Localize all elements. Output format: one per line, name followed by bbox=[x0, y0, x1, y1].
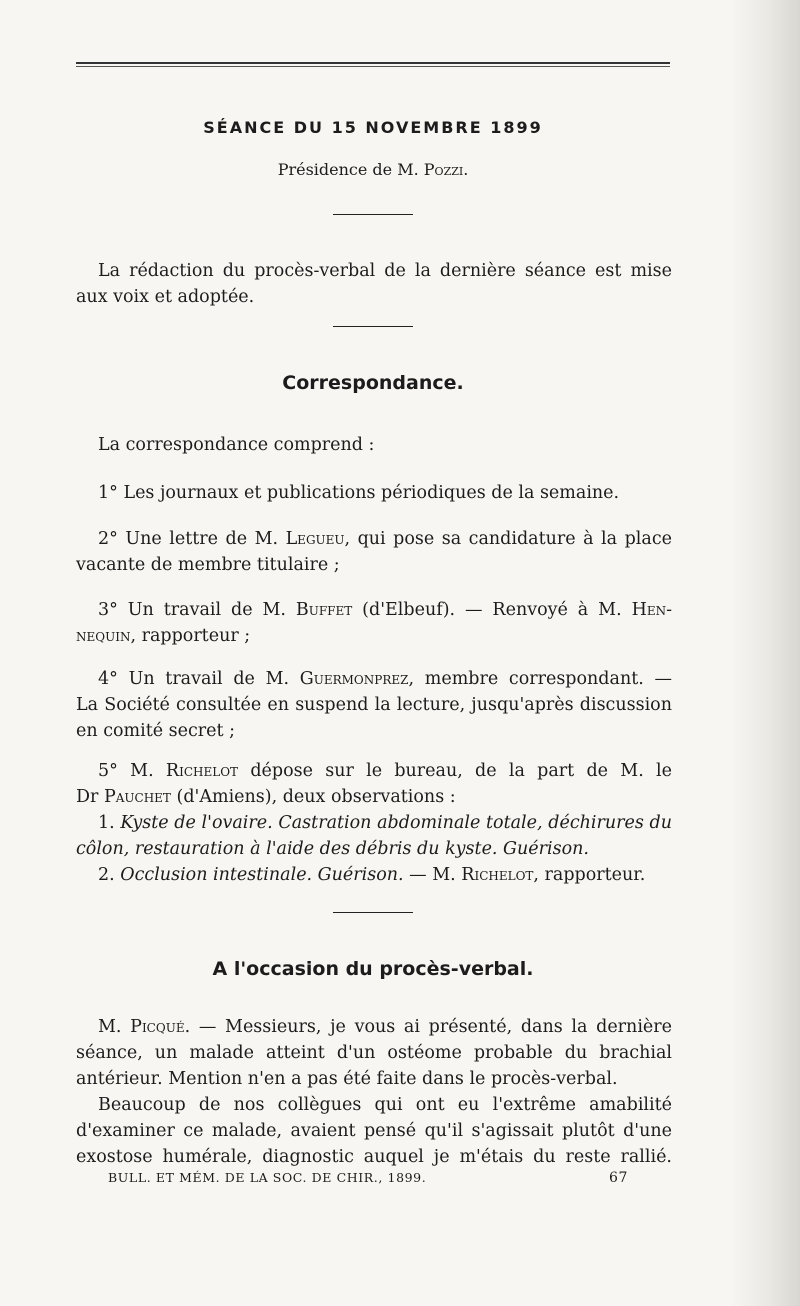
person-name: Pauchet bbox=[103, 787, 171, 807]
correspondance-lead bbox=[76, 432, 672, 458]
item-line bbox=[76, 758, 672, 784]
correspondance-heading: Correspondance. bbox=[282, 372, 464, 394]
person-name: Buffet bbox=[295, 600, 353, 620]
running-title: BULL. ET MÉM. DE LA SOC. DE CHIR., 1899. bbox=[108, 1170, 427, 1185]
item-text: , qui pose sa candidature à la place bbox=[344, 529, 672, 549]
item-line bbox=[76, 597, 672, 623]
item-line bbox=[76, 784, 672, 810]
item-line bbox=[76, 526, 672, 552]
item-line: vacante de membre titulaire ; bbox=[76, 555, 340, 575]
person-name: nequin bbox=[76, 626, 131, 646]
person-name: Richelot bbox=[165, 761, 239, 781]
item-line: en comité secret ; bbox=[76, 721, 236, 741]
correspondance-item-3 bbox=[76, 597, 672, 649]
intro-paragraph bbox=[76, 258, 672, 310]
person-name: Guermonprez bbox=[299, 669, 409, 689]
para-line: séance, un malade atteint d'un ostéome probable du brachial bbox=[76, 1043, 672, 1063]
item-line: 1° Les journaux et publications périodiques de la semaine. bbox=[98, 483, 620, 503]
top-rule-thin bbox=[76, 66, 670, 67]
item-text: 4° Un travail de M. bbox=[98, 669, 300, 689]
person-name: Legueu bbox=[285, 529, 345, 549]
picque-paragraph-1 bbox=[76, 1014, 672, 1092]
item-text: 3° Un travail de M. bbox=[98, 600, 296, 620]
person-name: Richelot bbox=[461, 865, 534, 885]
observation-2 bbox=[76, 862, 672, 888]
page-edge-shadow bbox=[730, 0, 800, 1306]
item-text: — M. bbox=[403, 865, 462, 885]
section-divider bbox=[333, 912, 413, 913]
presidence-line bbox=[76, 160, 670, 179]
item-text: , rapporteur ; bbox=[130, 626, 251, 646]
item-line: La Société consultée en suspend la lecture, jusqu'après discussion bbox=[76, 695, 672, 715]
proces-verbal-heading: A l'occasion du procès-verbal. bbox=[212, 958, 534, 980]
intro-line: aux voix et adoptée. bbox=[76, 287, 255, 307]
para-line bbox=[76, 1014, 672, 1040]
item-text: Dr bbox=[76, 787, 104, 807]
seance-title: SÉANCE DU 15 NOVEMBRE 1899 bbox=[203, 118, 543, 137]
intro-line: La rédaction du procès-verbal de la dernière séance est mise bbox=[98, 261, 672, 281]
item-line bbox=[76, 666, 672, 692]
para-line: Beaucoup de nos collègues qui ont eu l'extrême amabilité bbox=[98, 1095, 672, 1115]
top-rule bbox=[76, 62, 670, 64]
item-text: , rapporteur. bbox=[533, 865, 646, 885]
item-text: (d'Amiens), deux observations : bbox=[170, 787, 456, 807]
para-line: d'examiner ce malade, avaient pensé qu'il s'agissait plutôt d'une bbox=[76, 1121, 672, 1141]
item-text: 5° M. bbox=[98, 761, 166, 781]
correspondance-item-5 bbox=[76, 758, 672, 888]
correspondance-item-1 bbox=[76, 480, 672, 506]
obs-number: 2. bbox=[98, 865, 121, 885]
section-divider bbox=[333, 326, 413, 327]
presidence-prefix: Présidence de M. bbox=[277, 160, 424, 179]
para-text: . — Messieurs, je vous ai présenté, dans la dernière bbox=[184, 1017, 672, 1037]
para-line: exostose humérale, diagnostic auquel je m'étais du reste rallié. bbox=[76, 1147, 672, 1167]
obs-title: Occlusion intestinale. Guérison. bbox=[120, 865, 404, 885]
correspondance-item-4 bbox=[76, 666, 672, 744]
obs-title: Kyste de l'ovaire. Castration abdominale totale, déchirures du bbox=[120, 813, 672, 833]
obs-number: 1. bbox=[98, 813, 121, 833]
para-text: M. bbox=[98, 1017, 131, 1037]
item-text: (d'Elbeuf). — Renvoyé à M. bbox=[352, 600, 632, 620]
page-number: 67 bbox=[608, 1170, 628, 1186]
section-divider bbox=[333, 214, 413, 215]
page-footer bbox=[108, 1170, 628, 1185]
para-line: antérieur. Mention n'en a pas été faite dans le procès-verbal. bbox=[76, 1069, 618, 1089]
picque-paragraph-2 bbox=[76, 1092, 672, 1170]
correspondance-item-2 bbox=[76, 526, 672, 578]
obs-title-cont: côlon, restauration à l'aide des débris du kyste. Guérison. bbox=[76, 839, 589, 859]
person-name: Picqué bbox=[130, 1017, 185, 1037]
lead-line: La correspondance comprend : bbox=[98, 435, 375, 455]
item-text: 2° Une lettre de M. bbox=[98, 529, 286, 549]
observation-1 bbox=[76, 810, 672, 836]
item-line bbox=[76, 623, 672, 649]
person-name: Hen- bbox=[631, 600, 672, 620]
president-name: Pozzi. bbox=[423, 160, 469, 179]
item-text: , membre correspondant. — bbox=[408, 669, 673, 689]
item-text: dépose sur le bureau, de la part de M. le bbox=[238, 761, 672, 781]
